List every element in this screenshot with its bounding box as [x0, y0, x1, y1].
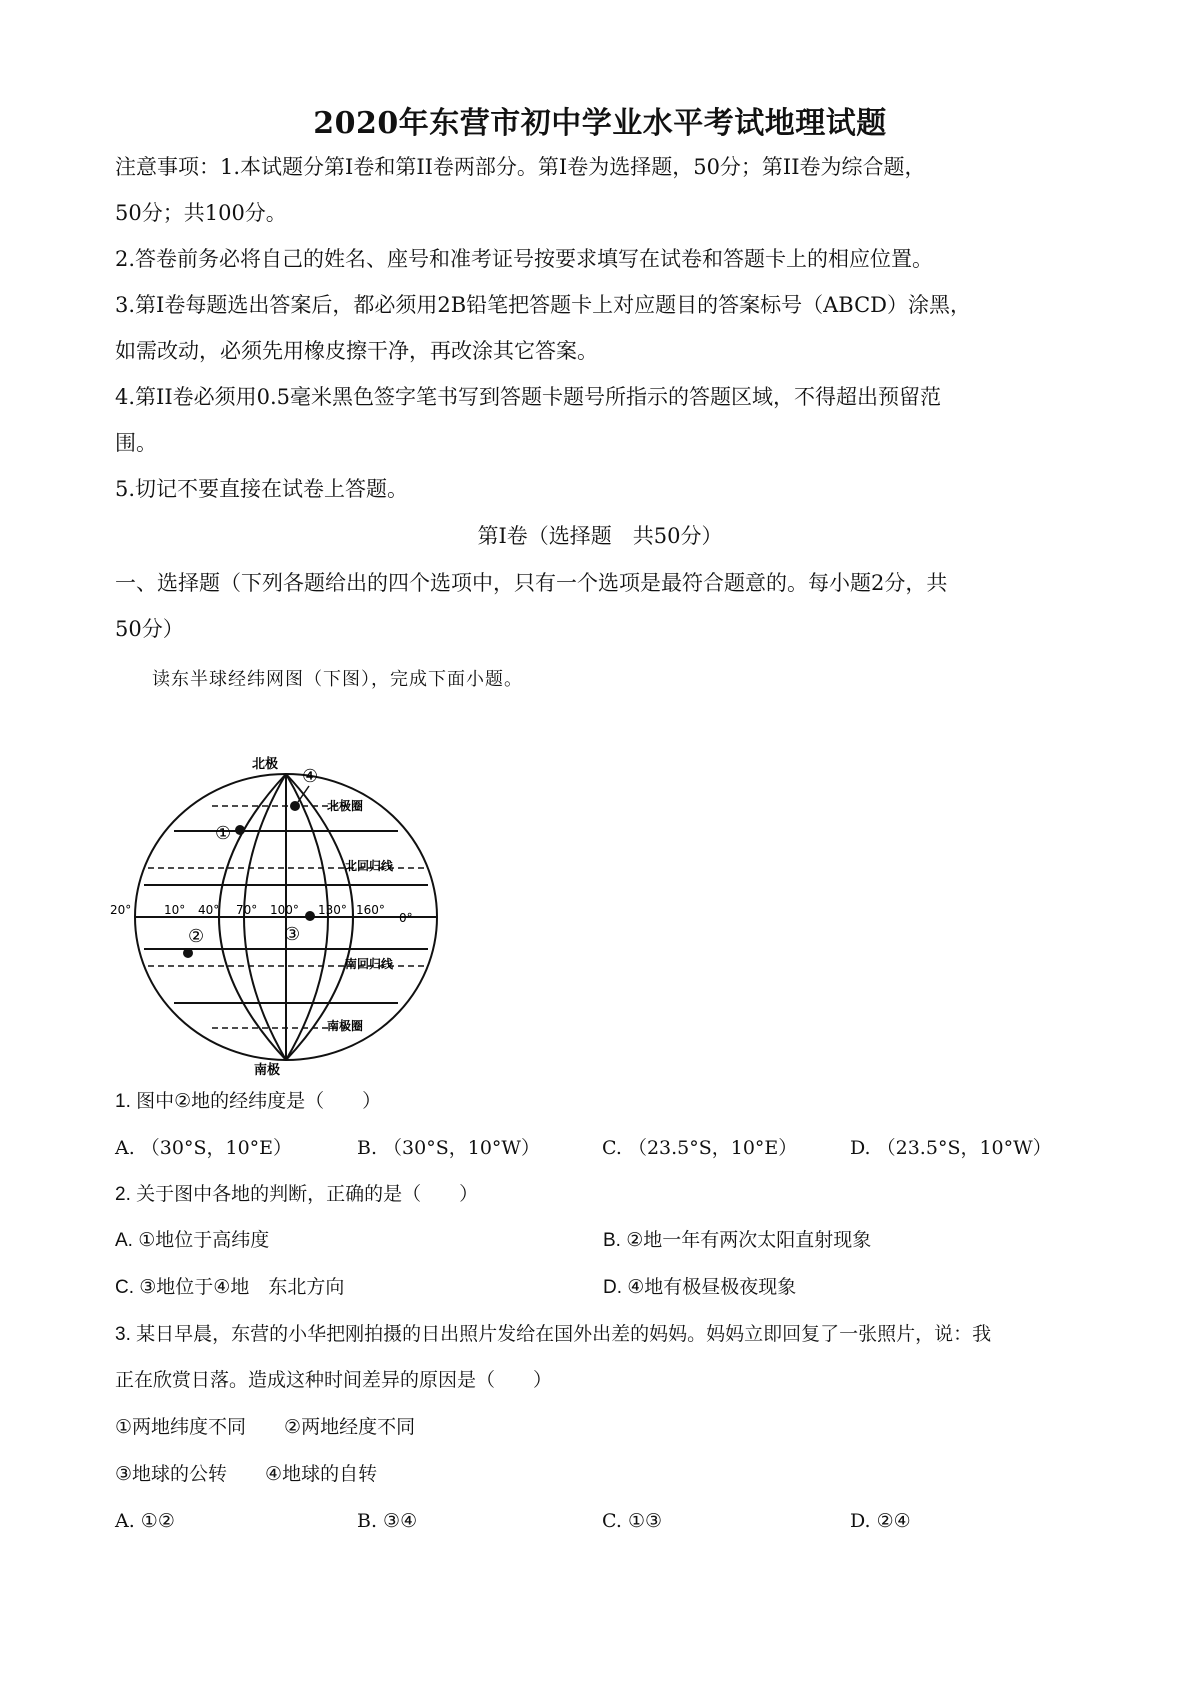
lon-label: 160° [356, 903, 385, 917]
question-1-option-a: A. （30°S，10°E） [115, 1137, 293, 1159]
figure-caption: 读东半球经纬网图（下图），完成下面小题。 [152, 669, 523, 690]
part-intro-line-1: 一、选择题（下列各题给出的四个选项中，只有一个选项是最符合题意的。每小题2分，共 [115, 571, 948, 595]
question-3-stem-line-2: 正在欣赏日落。造成这种时间差异的原因是（ ） [115, 1370, 553, 1391]
question-3-option-b: B. ③④ [357, 1510, 418, 1532]
notes-item-5: 5.切记不要直接在试卷上答题。 [115, 477, 409, 501]
question-1-option-b: B. （30°S，10°W） [357, 1137, 540, 1159]
question-3-option-d: D. ②④ [850, 1510, 911, 1532]
question-2-option-b: B. ②地一年有两次太阳直射现象 [603, 1230, 872, 1251]
notes-item-4b: 围。 [115, 431, 157, 455]
lon-label: 20° [110, 903, 132, 917]
lon-label: 100° [270, 903, 299, 917]
lon-label: 10° [164, 903, 186, 917]
question-2-option-c: C. ③地位于④地 东北方向 [115, 1277, 345, 1298]
question-2-stem: 2. 关于图中各地的判断，正确的是（ ） [115, 1184, 479, 1205]
question-2-option-d: D. ④地有极昼极夜现象 [603, 1277, 797, 1298]
page-title: 2020年东营市初中学业水平考试地理试题 [313, 106, 887, 141]
lon-label: 70° [236, 903, 258, 917]
lon-label: 130° [318, 903, 347, 917]
graticule-figure [110, 736, 452, 1078]
north-pole-label: 北极 [252, 757, 279, 772]
notes-item-3b: 如需改动，必须先用橡皮擦干净，再改涂其它答案。 [115, 339, 598, 363]
notes-line-1: 注意事项：1.本试题分第Ⅰ卷和第II卷两部分。第Ⅰ卷为选择题，50分；第II卷为综合题， [115, 155, 926, 179]
question-3-option-a: A. ①② [115, 1510, 175, 1532]
question-1-option-d: D. （23.5°S，10°W） [850, 1137, 1052, 1159]
point-1-dot [235, 825, 245, 835]
point-4-label: ④ [302, 766, 319, 787]
section-title: 第Ⅰ卷（选择题 共50分） [477, 524, 723, 548]
point-3-label: ③ [284, 924, 301, 945]
tropic-capricorn-label: 南回归线 [345, 957, 394, 971]
tropic-cancer-label: 北回归线 [345, 859, 394, 873]
question-1-option-c: C. （23.5°S，10°E） [602, 1137, 798, 1159]
point-1-label: ① [215, 823, 232, 844]
point-2-label: ② [188, 926, 205, 947]
point-4-dot [290, 801, 300, 811]
antarctic-circle-label: 南极圈 [327, 1019, 364, 1033]
arctic-circle-label: 北极圈 [327, 799, 364, 813]
equator-label: 0° [399, 911, 413, 925]
notes-item-3a: 3.第Ⅰ卷每题选出答案后，都必须用2B铅笔把答题卡上对应题目的答案标号（ABCD）涂黑， [115, 293, 972, 317]
question-3-option-c: C. ①③ [602, 1510, 663, 1532]
question-3-choices-line-2: ③地球的公转 ④地球的自转 [115, 1464, 378, 1485]
notes-line-2: 50分；共100分。 [115, 201, 287, 225]
point-2-dot [183, 948, 193, 958]
south-pole-label: 南极 [254, 1063, 281, 1078]
question-2-option-a: A. ①地位于高纬度 [115, 1230, 270, 1251]
question-3-choices-line-1: ①两地纬度不同 ②两地经度不同 [115, 1417, 416, 1438]
question-1-stem: 1. 图中②地的经纬度是（ ） [115, 1091, 382, 1112]
lon-label: 40° [198, 903, 220, 917]
point-3-dot [305, 911, 315, 921]
part-intro-line-2: 50分） [115, 617, 184, 641]
notes-item-2: 2.答卷前务必将自己的姓名、座号和准考证号按要求填写在试卷和答题卡上的相应位置。 [115, 247, 934, 271]
notes-item-4a: 4.第II卷必须用0.5毫米黑色签字笔书写到答题卡题号所指示的答题区域，不得超出预留范 [115, 385, 942, 409]
question-3-stem-line-1: 3. 某日早晨，东营的小华把刚拍摄的日出照片发给在国外出差的妈妈。妈妈立即回复了一张照片，说：我 [115, 1324, 992, 1345]
